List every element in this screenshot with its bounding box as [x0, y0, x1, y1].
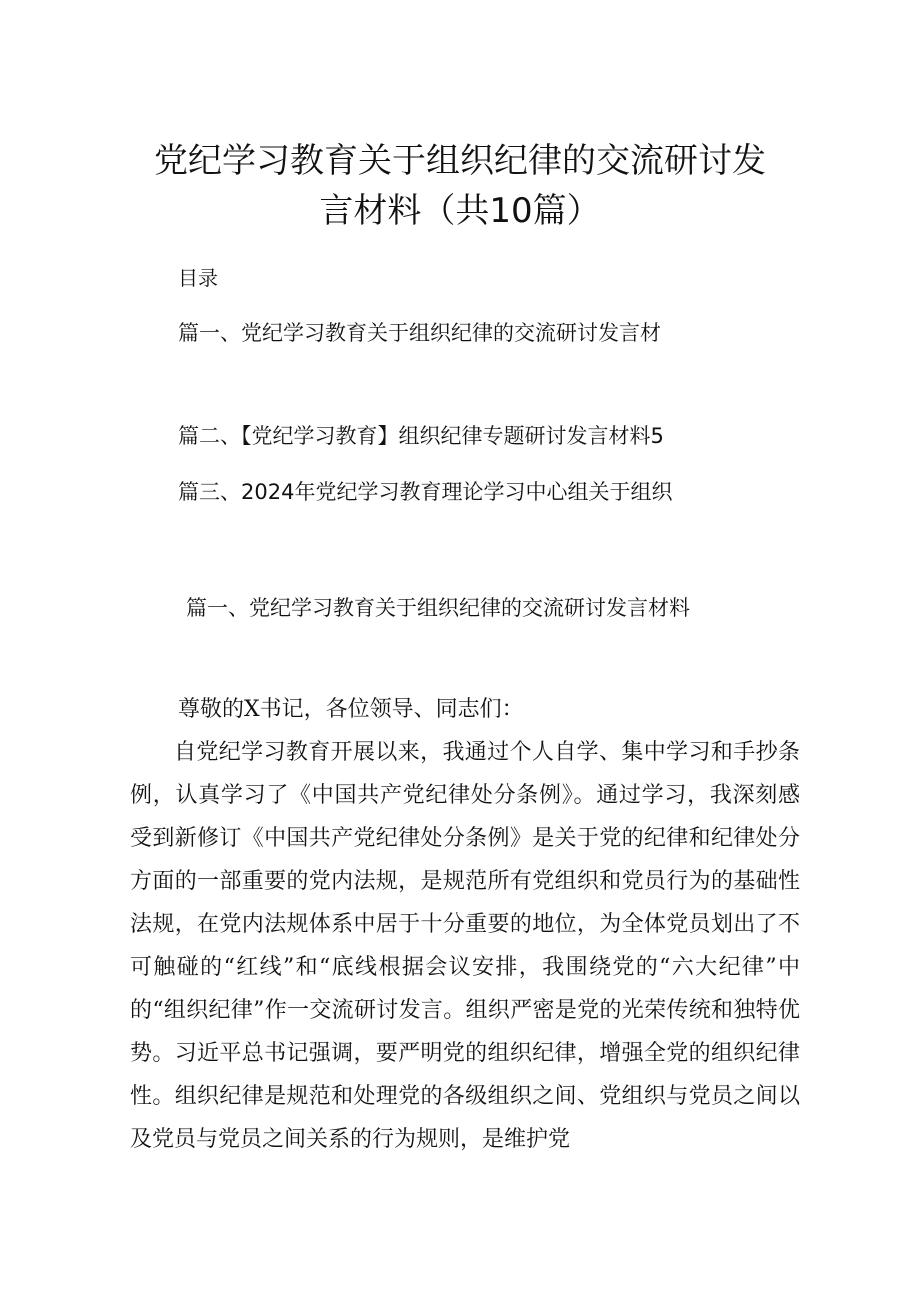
greeting-line: 尊敬的X书记，各位领导、同志们：	[178, 697, 524, 722]
document-title-line-1: 党纪学习教育关于组织纪律的交流研讨发	[154, 141, 766, 181]
toc-item[interactable]: 篇二、【党纪学习教育】组织纪律专题研讨发言材料5	[178, 424, 664, 448]
document-title-line-2: 言材料（共10篇）	[319, 191, 601, 231]
toc-label: 目录	[178, 266, 218, 290]
section-heading: 篇一、党纪学习教育关于组织纪律的交流研讨发言材料	[186, 596, 690, 620]
body-paragraph: 自党纪学习教育开展以来，我通过个人自学、集中学习和手抄条例，认真学习了《中国共产党纪律处分条例》。通过学习，我深刻感受到新修订《中国共产党纪律处分条例》是关于党的纪律和纪律处分方面的一部重要的党内法规，是规范所有党组织和党员行为的基础性法规，在党内法规体系中居于十分重要的地位，为全体党员划出了不可触碰的“红线”和“底线根据会议安排，我围绕党的“六大纪律”中的“组织纪律”作一交流研讨发言。组织严密是党的光荣传统和独特优势。习近平总书记强调，要严明党的组织纪律，增强全党的组织纪律性。组织纪律是规范和处理党的各级组织之间、党组织与党员之间以及党员与党员之间关系的行为规则，是维护党	[130, 740, 800, 1152]
toc-item[interactable]: 篇三、2024年党纪学习教育理论学习中心组关于组织	[178, 480, 673, 504]
toc-item[interactable]: 篇一、党纪学习教育关于组织纪律的交流研讨发言材	[178, 321, 661, 345]
